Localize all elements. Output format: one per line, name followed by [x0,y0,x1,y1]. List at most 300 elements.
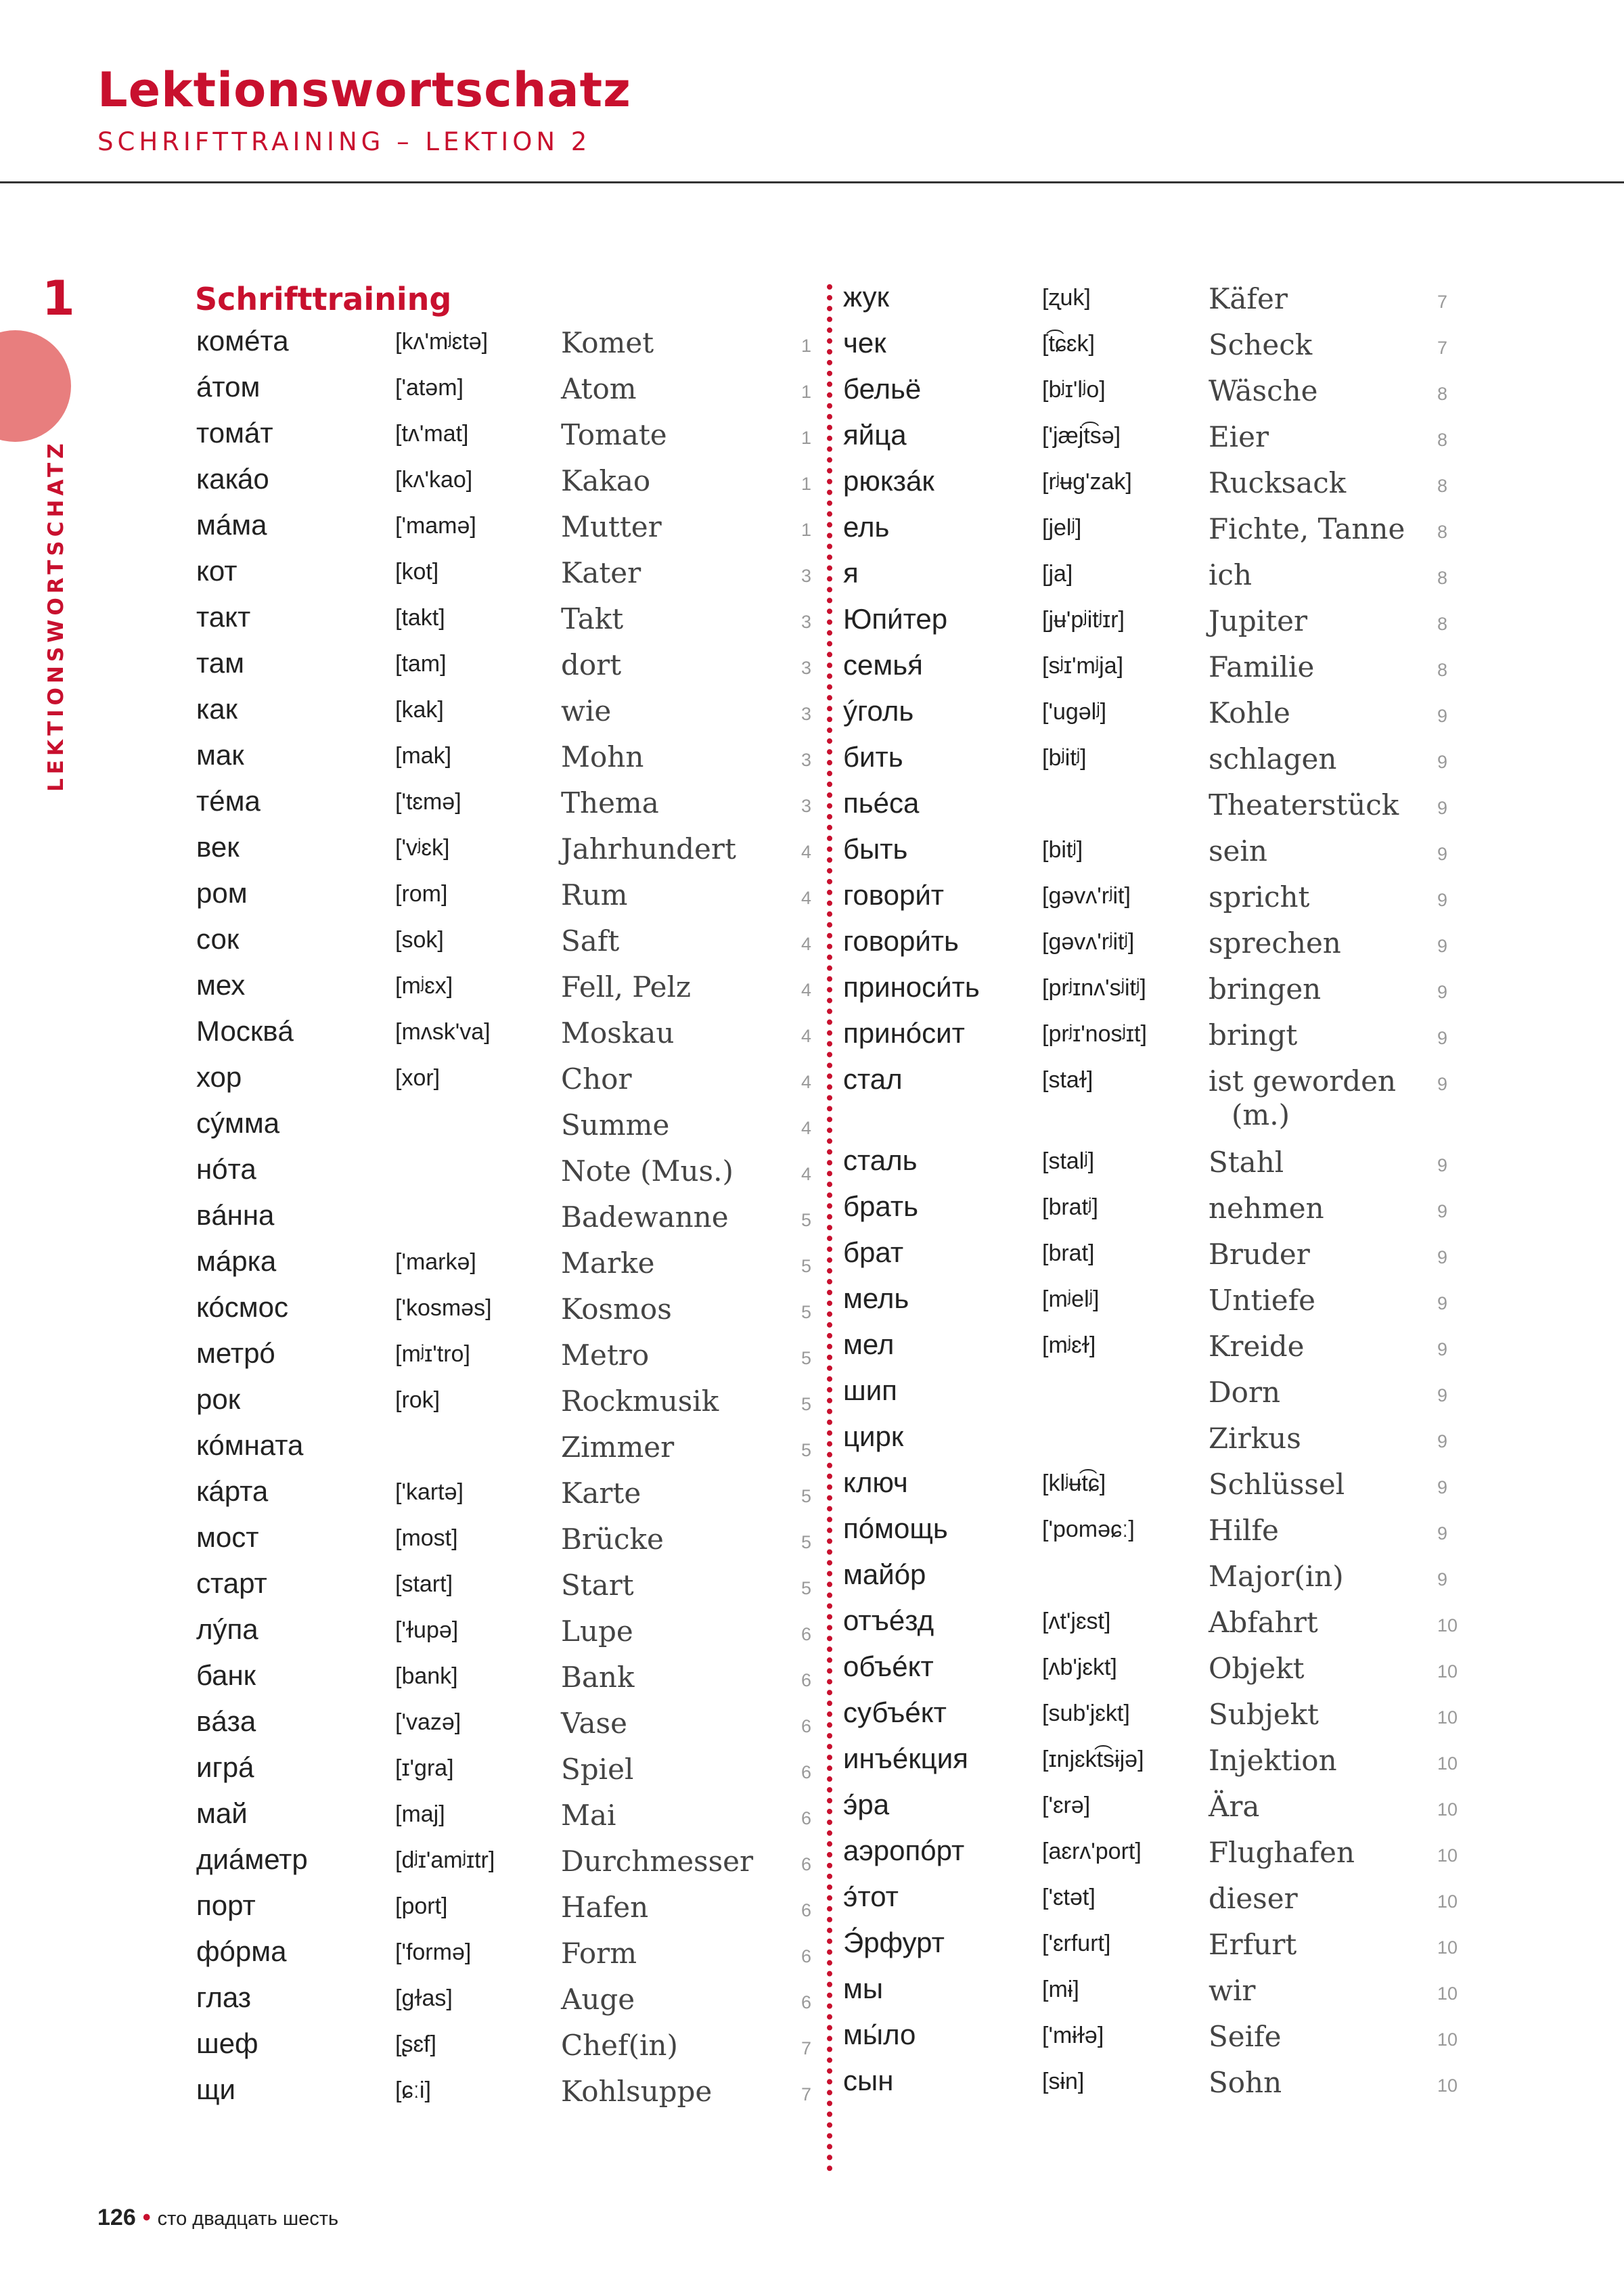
transcription: [dʲɪ'amʲɪtr] [395,1847,495,1873]
russian-word: рюкзáк [843,465,934,497]
german-translation: Metro [561,1338,650,1372]
german-translation: wie [561,694,612,727]
russian-word: кáрта [196,1475,269,1507]
german-translation: Mohn [561,740,644,773]
lesson-number: 5 [801,1394,812,1414]
german-translation: Bruder [1209,1238,1310,1271]
russian-word: вáза [196,1705,256,1737]
german-translation: Chor [561,1062,632,1096]
lesson-number: 3 [801,796,812,816]
lesson-number: 10 [1437,1845,1458,1866]
transcription: [bratʲ] [1042,1194,1098,1220]
german-translation: Flughafen [1209,1836,1355,1869]
russian-word: приноси́ть [843,971,980,1003]
lesson-number: 9 [1437,982,1448,1002]
russian-word: как [196,693,238,725]
russian-word: век [196,831,240,863]
transcription: ['ugəlʲ] [1042,699,1107,725]
german-translation: bringen [1209,972,1322,1006]
transcription: [mʌsk'va] [395,1019,491,1045]
german-translation: bringt [1209,1018,1298,1052]
transcription: [start] [395,1571,453,1597]
russian-word: лýпа [196,1613,258,1645]
russian-word: сталь [843,1144,918,1176]
russian-word: шип [843,1374,897,1406]
german-translation: nehmen [1209,1192,1324,1225]
german-translation: Summe [561,1108,670,1142]
transcription: [kʌ'kao] [395,467,473,493]
transcription: [xor] [395,1065,441,1091]
german-translation: Zimmer [561,1431,675,1464]
russian-word: сок [196,923,240,955]
russian-word: пьéса [843,787,920,819]
german-translation: Kohlsuppe [561,2075,713,2108]
russian-word: яйца [843,419,907,451]
transcription: ['kartə] [395,1479,464,1505]
russian-word: отъéзд [843,1604,934,1636]
russian-word: мель [843,1282,909,1314]
russian-word: Юпи́тер [843,603,948,635]
transcription: [takt] [395,605,445,631]
german-translation: Marke [561,1246,655,1280]
russian-word: мак [196,739,244,771]
transcription: [ja] [1042,561,1073,587]
german-translation: Familie [1209,650,1315,683]
lesson-number: 6 [801,1854,812,1874]
transcription: [kak] [395,697,444,723]
russian-word: брат [843,1236,904,1268]
lesson-number: 6 [801,1624,812,1644]
transcription: [mʲelʲ] [1042,1286,1100,1312]
german-translation: Kakao [561,464,651,497]
russian-word: бить [843,741,903,773]
lesson-number: 10 [1437,1753,1458,1774]
transcription: [sɨn] [1042,2069,1085,2094]
russian-word: старт [196,1567,267,1599]
russian-word: фóрма [196,1935,287,1967]
transcription: ['ɛtət] [1042,1885,1096,1910]
russian-word: я [843,557,859,589]
lesson-number: 9 [1437,1201,1448,1221]
german-translation: dieser [1209,1882,1298,1915]
german-translation: Jupiter [1209,604,1308,637]
lesson-number: 8 [1437,614,1448,634]
russian-word: томáт [196,417,273,449]
russian-word: быть [843,833,908,865]
russian-word: говори́ть [843,925,959,957]
page-number-words: сто двадцать шесть [157,2208,339,2230]
transcription: ['markə] [395,1249,476,1275]
transcription: [sok] [395,927,444,953]
german-translation: Saft [561,924,620,958]
russian-word: пóмощь [843,1512,948,1544]
german-translation: ich [1209,558,1253,591]
transcription: ['vʲɛk] [395,835,450,861]
lesson-number: 10 [1437,2075,1458,2096]
german-translation: Komet [561,326,654,359]
russian-word: мы́ло [843,2019,916,2050]
lesson-number: 1 [801,520,812,540]
transcription: [jelʲ] [1042,515,1082,541]
lesson-number: 10 [1437,1891,1458,1912]
lesson-number: 8 [1437,476,1448,496]
russian-word: глаз [196,1981,252,2013]
german-translation: Rum [561,878,628,911]
lesson-number: 10 [1437,1937,1458,1958]
transcription: [ʐuk] [1042,285,1091,311]
transcription: ['tɛmə] [395,789,461,815]
german-translation: Tomate [561,418,667,451]
transcription: [klʲʉt͡ɕ] [1042,1470,1106,1496]
lesson-number: 9 [1437,798,1448,818]
german-translation-continued: (m.) [1232,1098,1290,1131]
german-translation: Kosmos [561,1292,672,1326]
page-number: 126 [97,2205,136,2230]
lesson-number: 5 [801,1486,812,1506]
transcription: [kot] [395,559,439,585]
chapter-marker-circle [0,330,71,442]
russian-word: сын [843,2065,894,2096]
german-translation: ist geworden [1209,1064,1397,1098]
russian-word: майóр [843,1558,926,1590]
russian-word: шеф [196,2027,258,2059]
russian-word: комéта [196,325,289,357]
lesson-number: 9 [1437,1385,1448,1405]
footer-bullet: • [142,2205,151,2230]
transcription: [gəvʌ'rʲit] [1042,883,1131,909]
russian-word: аэропóрт [843,1834,965,1866]
german-translation: Rockmusik [561,1385,719,1418]
lesson-number: 6 [801,1946,812,1966]
lesson-number: 5 [801,1578,812,1598]
transcription: [most] [395,1525,458,1551]
side-tab-label: LEKTIONSWORTSCHATZ [44,439,68,792]
russian-word: щи [196,2073,236,2105]
lesson-number: 9 [1437,752,1448,772]
lesson-number: 3 [801,704,812,724]
russian-word: áтом [196,371,261,403]
page-subtitle: SCHRIFTTRAINING – LEKTION 2 [97,127,591,156]
russian-word: э́ра [843,1788,890,1820]
russian-word: порт [196,1889,256,1921]
chapter-number: 1 [42,271,75,326]
transcription: ['ɫupə] [395,1617,459,1643]
german-translation: Karte [561,1477,641,1510]
lesson-number: 9 [1437,844,1448,864]
transcription: [ʌt'jɛst] [1042,1608,1111,1634]
transcription: [ɪnjɛkt͡sɨjə] [1042,1747,1144,1772]
german-translation: Wäsche [1209,374,1318,407]
lesson-number: 1 [801,474,812,494]
russian-word: брать [843,1190,918,1222]
transcription: [ʂɛf] [395,2031,436,2057]
transcription: ['vazə] [395,1709,461,1735]
german-translation: Abfahrt [1209,1606,1318,1639]
german-translation: Seife [1209,2020,1282,2053]
german-translation: Schlüssel [1209,1468,1345,1501]
german-translation: spricht [1209,880,1310,914]
lesson-number: 4 [801,980,812,1000]
russian-word: диáметр [196,1843,308,1875]
german-translation: Fichte, Tanne [1209,512,1405,545]
russian-word: нóта [196,1153,256,1185]
russian-word: ключ [843,1466,908,1498]
lesson-number: 4 [801,1118,812,1138]
lesson-number: 9 [1437,1247,1448,1267]
lesson-number: 10 [1437,1707,1458,1728]
transcription: [maj] [395,1801,445,1827]
russian-word: принóсит [843,1017,965,1049]
lesson-number: 6 [801,1808,812,1828]
transcription: [tam] [395,651,447,677]
section-heading: Schrifttraining [195,281,452,317]
transcription: [mʲɛɫ] [1042,1332,1096,1358]
transcription: [stalʲ] [1042,1148,1095,1174]
transcription: ['poməɕː] [1042,1516,1135,1542]
transcription: [aɛrʌ'port] [1042,1839,1142,1864]
transcription: [brat] [1042,1240,1095,1266]
transcription: [gəvʌ'rʲitʲ] [1042,929,1135,955]
russian-word: рок [196,1383,241,1415]
russian-word: чек [843,327,886,359]
russian-word: там [196,647,244,679]
transcription: [t͡ɕɛk] [1042,331,1095,357]
transcription: [sʲɪ'mʲja] [1042,653,1124,679]
german-translation: Stahl [1209,1146,1284,1179]
german-translation: Eier [1209,420,1269,453]
german-translation: Moskau [561,1016,675,1050]
russian-word: цирк [843,1420,904,1452]
russian-word: сýмма [196,1107,280,1139]
russian-word: ель [843,511,890,543]
header-divider [0,181,1624,183]
transcription: [prʲɪnʌ'sʲitʲ] [1042,975,1146,1001]
russian-word: хор [196,1061,242,1093]
german-translation: wir [1209,1974,1256,2007]
lesson-number: 10 [1437,1799,1458,1820]
transcription: [port] [395,1893,448,1919]
lesson-number: 8 [1437,568,1448,588]
lesson-number: 7 [1437,338,1448,358]
german-translation: Scheck [1209,328,1313,361]
lesson-number: 3 [801,566,812,586]
german-translation: Badewanne [561,1200,729,1234]
russian-word: жук [843,281,889,313]
lesson-number: 9 [1437,890,1448,910]
lesson-number: 9 [1437,706,1448,726]
page-footer [97,2205,338,2231]
german-translation: Brücke [561,1523,664,1556]
russian-word: говори́т [843,879,945,911]
german-translation: Jahrhundert [561,832,736,865]
russian-word: семья́ [843,649,923,681]
german-translation: Zirkus [1209,1422,1301,1455]
german-translation: Form [561,1937,637,1970]
lesson-number: 9 [1437,1431,1448,1451]
german-translation: Major(in) [1209,1560,1344,1593]
russian-word: мáрка [196,1245,277,1277]
german-translation: Objekt [1209,1652,1305,1685]
german-translation: Auge [561,1983,635,2016]
russian-word: кóсмос [196,1291,288,1323]
lesson-number: 9 [1437,936,1448,956]
lesson-number: 9 [1437,1074,1448,1094]
transcription: [ʌb'jɛkt] [1042,1655,1117,1680]
lesson-number: 4 [801,1026,812,1046]
lesson-number: 1 [801,382,812,402]
lesson-number: 9 [1437,1155,1448,1175]
lesson-number: 9 [1437,1293,1448,1313]
german-translation: Dorn [1209,1376,1281,1409]
transcription: [rʲʉg'zak] [1042,469,1132,495]
transcription: [bank] [395,1663,458,1689]
transcription: [rom] [395,881,448,907]
lesson-number: 9 [1437,1028,1448,1048]
lesson-number: 6 [801,1762,812,1782]
german-translation: dort [561,648,622,681]
german-translation: Sohn [1209,2066,1282,2099]
german-translation: Kreide [1209,1330,1305,1363]
lesson-number: 9 [1437,1477,1448,1498]
german-translation: Subjekt [1209,1698,1319,1731]
transcription: ['atəm] [395,375,464,401]
german-translation: Thema [561,786,659,819]
russian-word: Э́рфурт [843,1927,945,1958]
lesson-number: 6 [801,1670,812,1690]
russian-word: Москвá [196,1015,294,1047]
lesson-number: 10 [1437,1661,1458,1682]
transcription: [bitʲ] [1042,837,1083,863]
german-translation: Mutter [561,510,662,543]
russian-word: мех [196,969,246,1001]
german-translation: Note (Mus.) [561,1154,734,1188]
transcription: [rok] [395,1387,441,1413]
russian-word: кóмната [196,1429,304,1461]
russian-word: май [196,1797,248,1829]
transcription: [bʲitʲ] [1042,745,1087,771]
german-translation: sprechen [1209,926,1341,960]
russian-word: мы [843,1973,884,2004]
lesson-number: 5 [801,1302,812,1322]
russian-word: банк [196,1659,256,1691]
transcription: [mak] [395,743,452,769]
german-translation: Theaterstück [1209,788,1399,821]
russian-word: стал [843,1063,903,1095]
russian-word: мáма [196,509,267,541]
german-translation: Durchmesser [561,1845,754,1878]
russian-word: субъéкт [843,1696,947,1728]
lesson-number: 3 [801,658,812,678]
lesson-number: 4 [801,934,812,954]
transcription: [staɫ] [1042,1067,1093,1093]
german-translation: Bank [561,1661,635,1694]
transcription: ['ɛrfurt] [1042,1931,1111,1956]
german-translation: Hilfe [1209,1514,1279,1547]
lesson-number: 3 [801,612,812,632]
russian-word: э́тот [843,1881,899,1912]
lesson-number: 6 [801,1992,812,2012]
german-translation: Ära [1209,1790,1260,1823]
lesson-number: 7 [801,2038,812,2058]
german-translation: Takt [561,602,624,635]
transcription: [gɫas] [395,1985,453,2011]
russian-word: ýголь [843,695,914,727]
lesson-number: 4 [801,1072,812,1092]
lesson-number: 4 [801,842,812,862]
german-translation: Rucksack [1209,466,1347,499]
german-translation: Start [561,1569,634,1602]
german-translation: Hafen [561,1891,649,1924]
russian-word: метрó [196,1337,275,1369]
transcription: [tʌ'mat] [395,421,469,447]
german-translation: Erfurt [1209,1928,1297,1961]
transcription: ['ɛrə] [1042,1793,1091,1818]
transcription: ['kosməs] [395,1295,492,1321]
lesson-number: 5 [801,1440,812,1460]
transcription: [jʉ'pʲitʲɪr] [1042,607,1125,633]
lesson-number: 3 [801,750,812,770]
russian-word: инъéкция [843,1742,968,1774]
transcription: [ɕːi] [395,2077,431,2103]
russian-word: тéма [196,785,261,817]
german-translation: Lupe [561,1615,633,1648]
page-header [0,0,1624,183]
russian-word: вáнна [196,1199,275,1231]
lesson-number: 6 [801,1900,812,1920]
lesson-number: 8 [1437,522,1448,542]
lesson-number: 5 [801,1348,812,1368]
german-translation: Kater [561,556,641,589]
lesson-number: 5 [801,1532,812,1552]
lesson-number: 10 [1437,2029,1458,2050]
german-translation: Käfer [1209,282,1288,315]
transcription: [sub'jɛkt] [1042,1701,1130,1726]
lesson-number: 8 [1437,430,1448,450]
lesson-number: 8 [1437,384,1448,404]
column-divider [827,284,832,2172]
transcription: ['formə] [395,1939,472,1965]
lesson-number: 10 [1437,1983,1458,2004]
transcription: [prʲɪ'nosʲɪt] [1042,1021,1147,1047]
russian-word: такт [196,601,251,633]
german-translation: Kohle [1209,696,1290,729]
lesson-number: 8 [1437,660,1448,680]
lesson-number: 1 [801,428,812,448]
lesson-number: 6 [801,1716,812,1736]
transcription: ['mamə] [395,513,476,539]
transcription: [bʲɪ'lʲo] [1042,377,1106,403]
lesson-number: 9 [1437,1523,1448,1544]
transcription: ['jæjt͡sə] [1042,423,1121,449]
lesson-number: 5 [801,1256,812,1276]
russian-word: объéкт [843,1650,934,1682]
german-translation: Atom [561,372,637,405]
russian-word: какáо [196,463,269,495]
lesson-number: 4 [801,888,812,908]
page-title: Lektionswortschatz [97,62,631,118]
lesson-number: 7 [1437,292,1448,312]
russian-word: кот [196,555,238,587]
russian-word: ром [196,877,248,909]
transcription: ['mɨɫə] [1042,2023,1104,2048]
transcription: [mɨ] [1042,1977,1079,2002]
german-translation: Spiel [561,1753,634,1786]
german-translation: Vase [561,1707,627,1740]
russian-word: мост [196,1521,259,1553]
german-translation: Mai [561,1799,616,1832]
lesson-number: 9 [1437,1339,1448,1359]
transcription: [mʲɪ'tro] [395,1341,470,1367]
